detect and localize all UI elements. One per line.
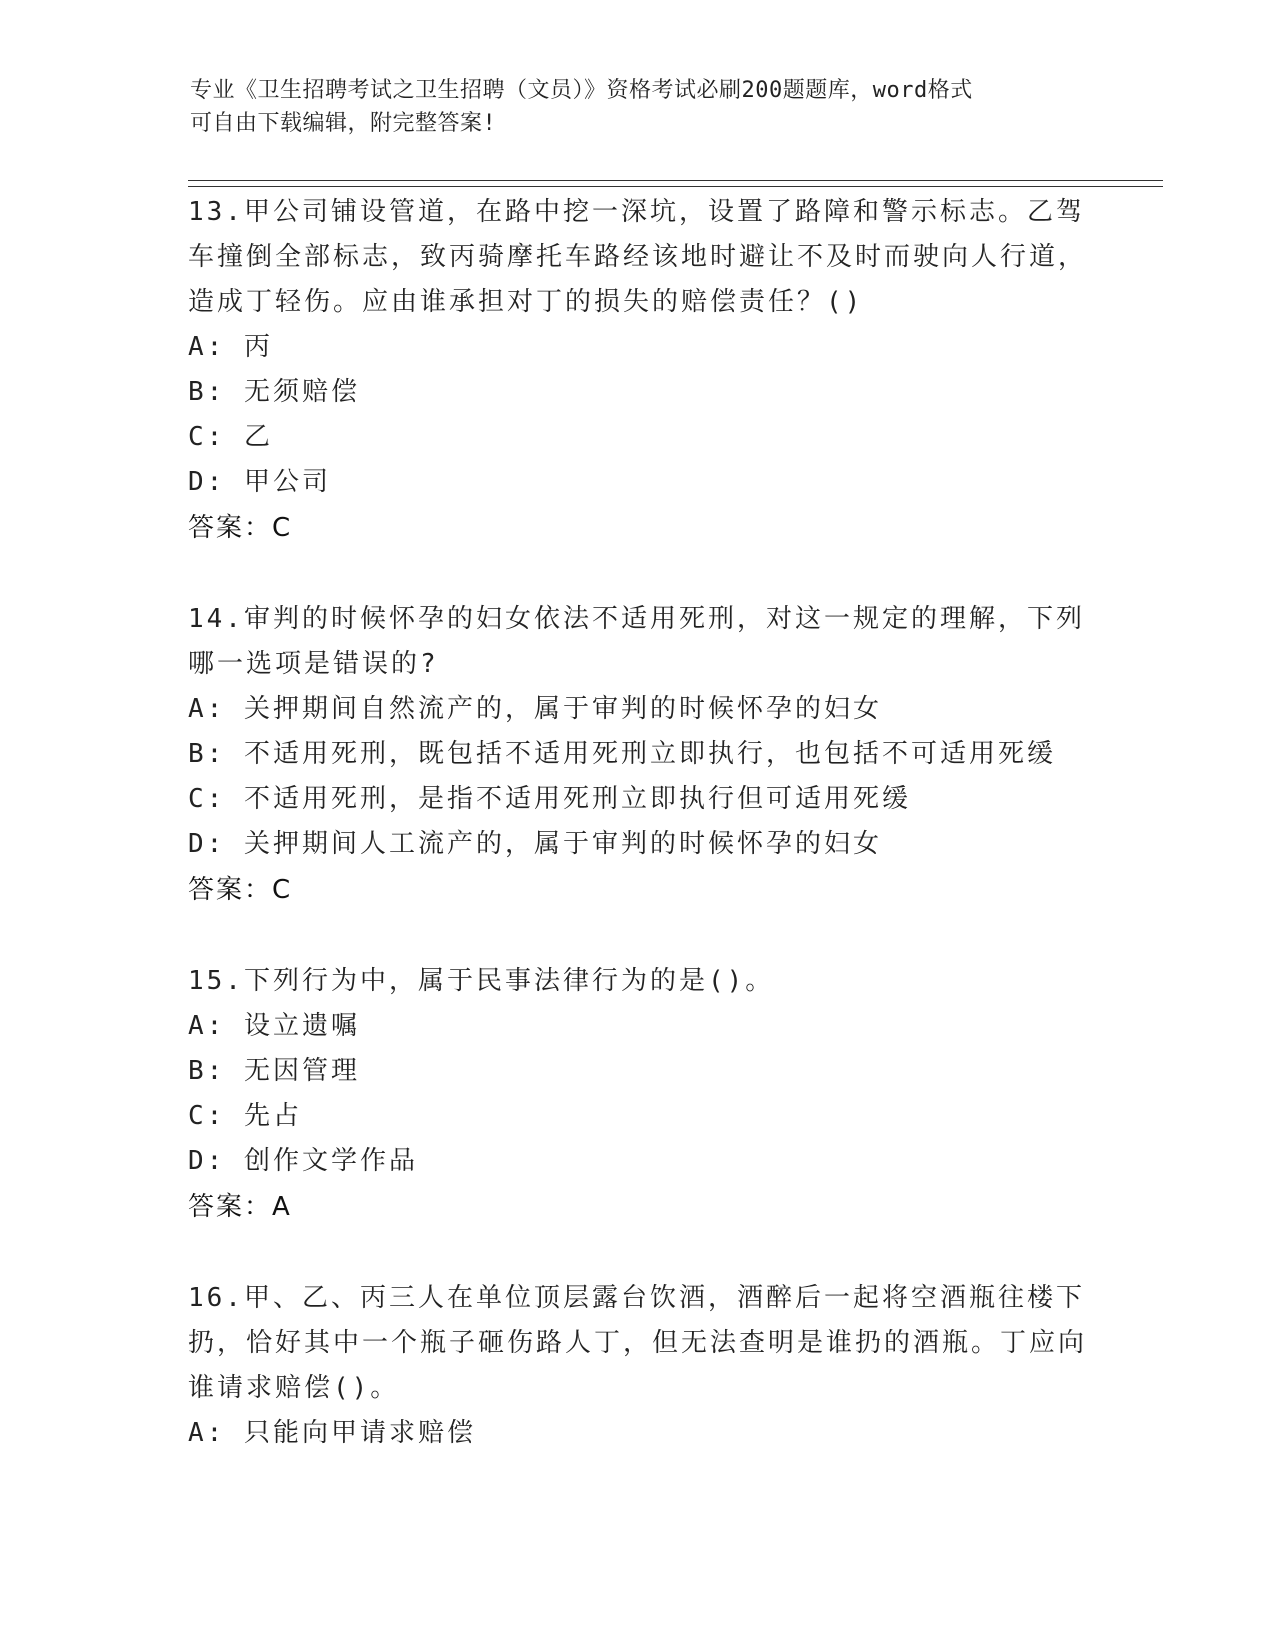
answer: 答案：C bbox=[188, 513, 293, 543]
question-text: 15.下列行为中，属于民事法律行为的是()。 bbox=[188, 966, 775, 996]
header-title-line-1: 专业《卫生招聘考试之卫生招聘（文员）》资格考试必刷200题题库，word格式 bbox=[190, 78, 973, 103]
option-a: A: 只能向甲请求赔偿 bbox=[188, 1418, 476, 1448]
option-c: C: 乙 bbox=[188, 422, 273, 452]
option-d: D: 甲公司 bbox=[188, 467, 331, 497]
option-a: A: 设立遗嘱 bbox=[188, 1011, 360, 1041]
option-a: A: 关押期间自然流产的，属于审判的时候怀孕的妇女 bbox=[188, 694, 882, 724]
header-divider-bottom bbox=[188, 186, 1163, 187]
question-15 bbox=[188, 959, 1088, 1230]
option-c: C: 先占 bbox=[188, 1101, 302, 1131]
option-b: B: 无须赔偿 bbox=[188, 377, 360, 407]
option-c: C: 不适用死刑，是指不适用死刑立即执行但可适用死缓 bbox=[188, 784, 911, 814]
document-header bbox=[190, 74, 1070, 140]
question-text: 16.甲、乙、丙三人在单位顶层露台饮酒，酒醉后一起将空酒瓶往楼下扔，恰好其中一个瓶子砸伤路人丁，但无法查明是谁扔的酒瓶。丁应向谁请求赔偿()。 bbox=[188, 1283, 1088, 1403]
question-16 bbox=[188, 1276, 1088, 1456]
question-13 bbox=[188, 190, 1088, 551]
option-a: A: 丙 bbox=[188, 332, 273, 362]
answer: 答案：C bbox=[188, 875, 293, 905]
option-b: B: 无因管理 bbox=[188, 1056, 360, 1086]
question-text: 14.审判的时候怀孕的妇女依法不适用死刑，对这一规定的理解，下列哪一选项是错误的? bbox=[188, 604, 1085, 679]
header-title-line-2: 可自由下载编辑，附完整答案! bbox=[190, 111, 497, 136]
option-d: D: 创作文学作品 bbox=[188, 1146, 418, 1176]
option-b: B: 不适用死刑，既包括不适用死刑立即执行，也包括不可适用死缓 bbox=[188, 739, 1056, 769]
answer: 答案：A bbox=[188, 1192, 292, 1222]
question-14 bbox=[188, 597, 1088, 913]
header-divider-top bbox=[188, 180, 1163, 181]
option-d: D: 关押期间人工流产的，属于审判的时候怀孕的妇女 bbox=[188, 829, 882, 859]
question-list bbox=[188, 190, 1088, 1502]
question-text: 13.甲公司铺设管道，在路中挖一深坑，设置了路障和警示标志。乙驾车撞倒全部标志，致丙骑摩托车路经该地时避让不及时而驶向人行道，造成丁轻伤。应由谁承担对丁的损失的赔偿责任？() bbox=[188, 197, 1088, 317]
